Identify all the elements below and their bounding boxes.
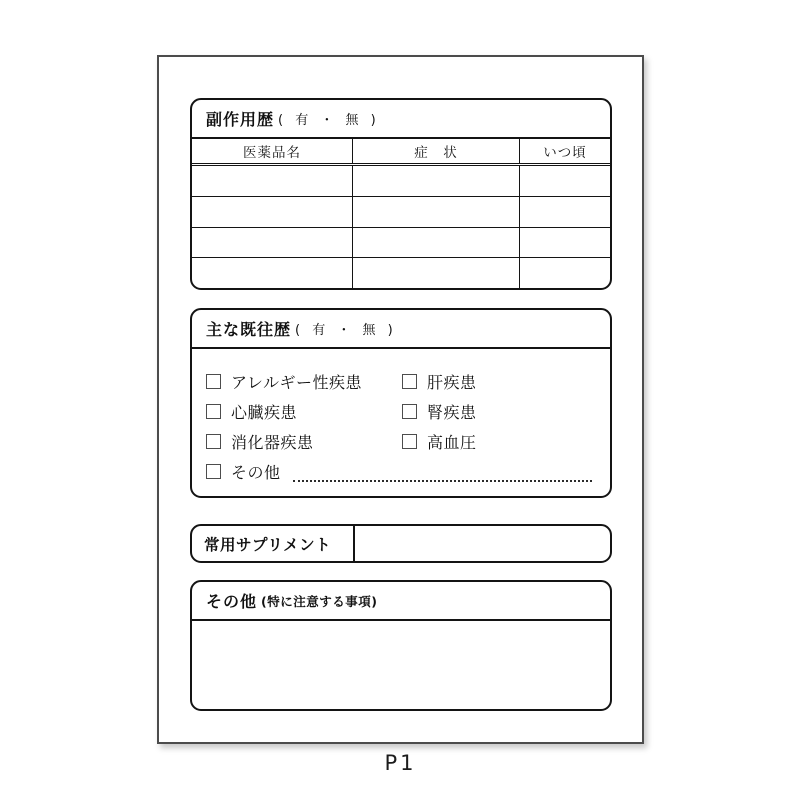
history-item-other — [206, 460, 281, 483]
medical-history-title: 主な既往歴 — [206, 320, 292, 339]
drug-name-field[interactable] — [192, 166, 353, 196]
checkbox-label: 肝疾患 — [427, 372, 477, 392]
checkbox-row-other — [206, 456, 592, 486]
checkbox-allergy[interactable] — [206, 374, 221, 389]
medical-history-checkbox-list — [192, 349, 610, 496]
checkbox-row — [206, 396, 592, 426]
other-fill-in-line[interactable] — [293, 480, 592, 482]
checkbox-digestive-disease[interactable] — [206, 434, 221, 449]
history-item-digestive-disease — [206, 430, 402, 453]
other-notes-title: その他 — [206, 592, 258, 611]
checkbox-other[interactable] — [206, 464, 221, 479]
column-header-symptom: 症 状 — [353, 139, 520, 163]
medical-history-header — [192, 310, 610, 349]
checkbox-liver-disease[interactable] — [402, 374, 417, 389]
when-field[interactable] — [520, 228, 610, 258]
side-effects-header — [192, 100, 610, 139]
drug-name-field[interactable] — [192, 228, 353, 258]
symptom-field[interactable] — [353, 258, 520, 288]
side-effects-table-header — [192, 139, 610, 166]
checkbox-label: 心臓疾患 — [231, 402, 298, 422]
checkbox-label: 高血圧 — [427, 432, 477, 452]
side-effect-row-4 — [192, 257, 610, 288]
when-field[interactable] — [520, 197, 610, 227]
history-item-heart-disease — [206, 400, 402, 423]
side-effects-title: 副作用歴 — [206, 110, 275, 129]
checkbox-hypertension[interactable] — [402, 434, 417, 449]
checkbox-kidney-disease[interactable] — [402, 404, 417, 419]
page-number: P1 — [384, 751, 417, 775]
checkbox-label: アレルギー性疾患 — [231, 372, 362, 392]
side-effect-row-1 — [192, 166, 610, 196]
other-notes-field[interactable] — [192, 621, 610, 709]
checkbox-label: 腎疾患 — [427, 402, 477, 422]
symptom-field[interactable] — [353, 197, 520, 227]
side-effects-table-body — [192, 166, 610, 288]
symptom-field[interactable] — [353, 228, 520, 258]
side-effects-section — [190, 98, 612, 290]
when-field[interactable] — [520, 166, 610, 196]
history-item-allergy — [206, 370, 402, 393]
drug-name-field[interactable] — [192, 197, 353, 227]
supplement-section — [190, 524, 612, 563]
form-sheet — [157, 55, 644, 744]
other-notes-section — [190, 580, 612, 711]
other-notes-subtitle: (特に注意する事項) — [261, 593, 378, 609]
history-item-liver-disease — [402, 370, 477, 393]
checkbox-row — [206, 366, 592, 396]
checkbox-row — [206, 426, 592, 456]
side-effect-row-3 — [192, 227, 610, 258]
checkbox-label: 消化器疾患 — [231, 432, 314, 452]
other-notes-header — [192, 582, 610, 621]
side-effects-yes-no-options: ( 有 ・ 無 ) — [278, 113, 380, 128]
when-field[interactable] — [520, 258, 610, 288]
checkbox-label: その他 — [231, 462, 281, 482]
supplement-label: 常用サプリメント — [204, 535, 332, 554]
supplement-label-cell — [192, 526, 355, 561]
medical-history-section — [190, 308, 612, 498]
history-item-kidney-disease — [402, 400, 477, 423]
drug-name-field[interactable] — [192, 258, 353, 288]
column-header-when: いつ頃 — [543, 145, 587, 161]
history-item-hypertension — [402, 430, 477, 453]
side-effect-row-2 — [192, 196, 610, 227]
checkbox-heart-disease[interactable] — [206, 404, 221, 419]
symptom-field[interactable] — [353, 166, 520, 196]
column-header-drug-name: 医薬品名 — [192, 139, 353, 163]
supplement-value-field[interactable] — [355, 526, 610, 561]
medical-history-yes-no-options: ( 有 ・ 無 ) — [295, 323, 397, 338]
